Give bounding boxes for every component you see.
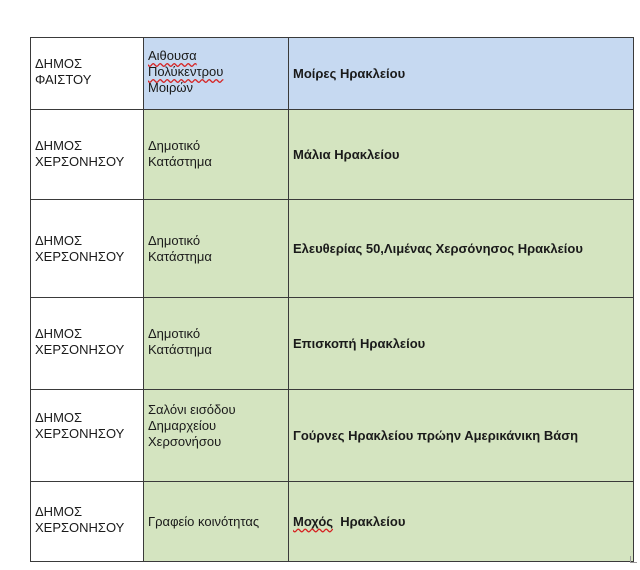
hall-line: Δημοτικό bbox=[148, 138, 201, 153]
municipality-line: ΔΗΜΟΣ bbox=[35, 56, 83, 71]
hall-line bbox=[148, 48, 284, 64]
table-row bbox=[31, 38, 634, 110]
hall-line: Γραφείο κοινότητας bbox=[148, 514, 260, 529]
table-row bbox=[31, 200, 634, 298]
municipality-line: ΔΗΜΟΣ bbox=[35, 138, 83, 153]
address-cell: Ελευθερίας 50,Λιμένας Χερσόνησος Ηρακλείου bbox=[289, 200, 634, 298]
municipality-line: ΔΗΜΟΣ bbox=[35, 233, 83, 248]
table-row bbox=[31, 482, 634, 562]
corner-mark bbox=[630, 556, 637, 563]
address-cell: Μάλια Ηρακλείου bbox=[289, 110, 634, 200]
municipality-line: ΧΕΡΣΟΝΗΣΟΥ bbox=[35, 342, 125, 357]
hall-line bbox=[148, 64, 284, 80]
municipality-cell bbox=[31, 482, 144, 562]
municipality-line: ΔΗΜΟΣ bbox=[35, 410, 83, 425]
hall-line: Κατάστημα bbox=[148, 154, 212, 169]
municipality-line: ΔΗΜΟΣ bbox=[35, 326, 83, 341]
hall-line: Χερσονήσου bbox=[148, 434, 222, 449]
hall-cell bbox=[144, 482, 289, 562]
table-row bbox=[31, 298, 634, 390]
municipality-line: ΧΕΡΣΟΝΗΣΟΥ bbox=[35, 154, 125, 169]
hall-line: Κατάστημα bbox=[148, 342, 212, 357]
hall-line-text: Αιθουσα bbox=[148, 48, 197, 63]
municipality-cell bbox=[31, 298, 144, 390]
table-row bbox=[31, 110, 634, 200]
hall-line: Κατάστημα bbox=[148, 249, 212, 264]
municipality-cell bbox=[31, 110, 144, 200]
address-cell bbox=[289, 482, 634, 562]
hall-cell bbox=[144, 200, 289, 298]
hall-cell bbox=[144, 38, 289, 110]
municipality-cell bbox=[31, 390, 144, 482]
municipality-cell bbox=[31, 200, 144, 298]
hall-line: Σαλόνι εισόδου bbox=[148, 402, 236, 417]
address-cell: Μοίρες Ηρακλείου bbox=[289, 38, 634, 110]
hall-cell bbox=[144, 390, 289, 482]
table-row bbox=[31, 390, 634, 482]
hall-cell bbox=[144, 298, 289, 390]
address-cell: Γούρνες Ηρακλείου πρώην Αμερικάνικη Βάση bbox=[289, 390, 634, 482]
municipality-line: ΧΕΡΣΟΝΗΣΟΥ bbox=[35, 426, 125, 441]
municipality-cell bbox=[31, 38, 144, 110]
municipality-line: ΧΕΡΣΟΝΗΣΟΥ bbox=[35, 520, 125, 535]
municipality-line: ΧΕΡΣΟΝΗΣΟΥ bbox=[35, 249, 125, 264]
address-part: Μοχός bbox=[293, 513, 334, 529]
address-cell: Επισκοπή Ηρακλείου bbox=[289, 298, 634, 390]
hall-cell bbox=[144, 110, 289, 200]
hall-line: Δημοτικό bbox=[148, 233, 201, 248]
hall-line: Μοιρών bbox=[148, 80, 193, 95]
address-part: Ηρακλείου bbox=[333, 513, 406, 529]
hall-line: Δημοτικό bbox=[148, 326, 201, 341]
hall-line: Δημαρχείου bbox=[148, 418, 217, 433]
municipality-line: ΦΑΙΣΤΟΥ bbox=[35, 72, 92, 87]
municipality-line: ΔΗΜΟΣ bbox=[35, 504, 83, 519]
polling-locations-table bbox=[30, 37, 634, 562]
hall-line-text: Πολύκεντρου bbox=[148, 64, 224, 79]
